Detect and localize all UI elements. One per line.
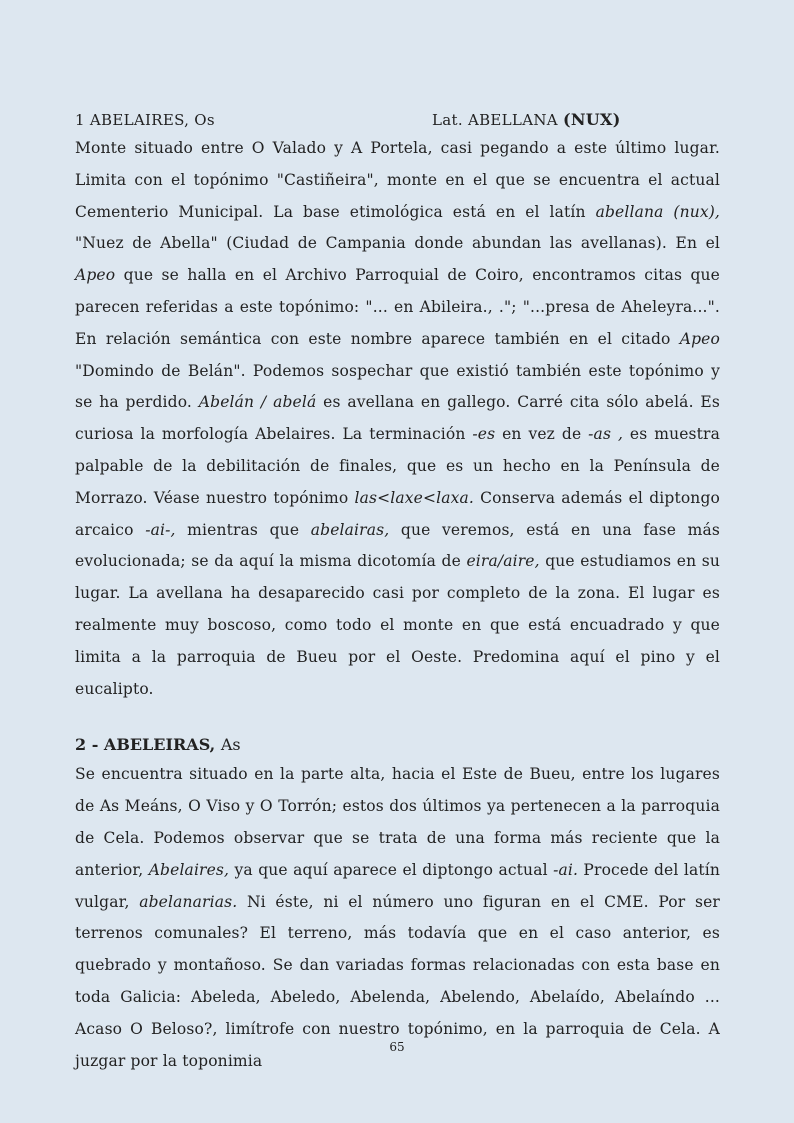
entry-1-number: 1 [75, 111, 85, 129]
text-run: Monte situado entre O Valado y A Portela, casi pegando a este último lugar. Limita con el topónimo "Castiñeira", monte en el que se encuentra el actual Cementerio Municipal. La base etimológica está en el latín [75, 139, 720, 221]
text-run: "Domindo de Belán". Podemos sospechar que existió también este topónimo y se ha perdido. [75, 361, 720, 412]
entry-1-etymology [432, 107, 621, 133]
entry-1-article: Os [194, 111, 215, 129]
text-run: Se encuentra situado en la parte alta, hacia el Este de Bueu, entre los lugares de As Meáns, O Viso y O Torrón; estos dos últimos ya pertenecen a la parroquia de Cela. Podemos observar que se trata de una forma más reciente que la anterior, [75, 765, 720, 879]
italic-term: abellana (nux), [595, 202, 720, 221]
italic-term: -as , [588, 425, 624, 444]
italic-term: Apeo [75, 266, 116, 285]
text-run: es muestra palpable de la debilitación de finales, que es un hecho en la Península de Morrazo. Véase nuestro topónimo [75, 425, 720, 507]
text-run: es avellana en gallego. Carré cita sólo abelá. Es curiosa la morfología Abelaires. La terminación [75, 393, 720, 444]
italic-term: Abelán / abelá [198, 393, 317, 412]
text-run: "Nuez de Abella" (Ciudad de Campania donde abundan las avellanas). En el [75, 234, 720, 253]
entry-1-name: ABELAIRES, [89, 111, 190, 129]
etymology-prefix: Lat. ABELLANA [432, 111, 558, 129]
italic-term: -ai-, [145, 520, 176, 539]
text-run: Procede del latín vulgar, [75, 860, 720, 911]
text-run: que estudiamos en su lugar. La avellana ha desaparecido casi por completo de la zona. El lugar es realmente muy boscoso, como todo el monte en que está encuadrado y que limita a la parroquia de Bueu por el Oeste. Predomina aquí el pino y el eucalipto. [75, 552, 720, 698]
entry-1-heading [75, 107, 720, 133]
entry-1-paragraph [75, 133, 720, 705]
etymology-bold: (NUX) [562, 110, 621, 129]
text-run: en vez de [495, 425, 589, 444]
text-run: Ni éste, ni el número uno figuran en el CME. Por ser terrenos comunales? El terreno, más todavía que en el caso anterior, es quebrado y montañoso. Se dan variadas formas relacionadas con esta base en toda Galicia: Abeleda, Abeledo, Abelenda, Abelendo, Abelaído, Abelaíndo ... Acaso O Beloso?, limítrofe con nuestro topónimo, en la parroquia de Cela. A juzgar por la toponimia [75, 892, 720, 1070]
text-run: que se halla en el Archivo Parroquial de Coiro, encontramos citas que parecen referidas a este topónimo: "... en Abileira., ."; "...presa de Aheleyra...". En relación semántica con este nombre aparece también en el citado [75, 266, 720, 348]
text-run: Conserva además el diptongo arcaico [75, 488, 720, 539]
text-run: ya que aquí aparece el diptongo actual [229, 860, 554, 879]
entry-2-name: 2 - ABELEIRAS, [75, 735, 216, 755]
italic-term: abelanarias. [139, 892, 238, 911]
page-number: 65 [389, 1040, 405, 1054]
italic-term: Abelaires, [148, 860, 230, 879]
text-run: que veremos, está en una fase más evolucionada; se da aquí la misma dicotomía de [75, 520, 721, 571]
italic-term: -ai. [553, 860, 579, 879]
italic-term: las<laxe<laxa. [354, 488, 474, 507]
entry-2-heading [75, 731, 720, 759]
italic-term: Apeo [679, 329, 720, 348]
text-run: mientras que [175, 520, 311, 539]
italic-term: abelairas, [310, 520, 390, 539]
entry-2-paragraph [75, 759, 720, 1077]
italic-term: -es [472, 425, 496, 444]
page-content [75, 107, 720, 1077]
entry-2-article: As [220, 735, 241, 755]
italic-term: eira/aire, [466, 552, 540, 571]
